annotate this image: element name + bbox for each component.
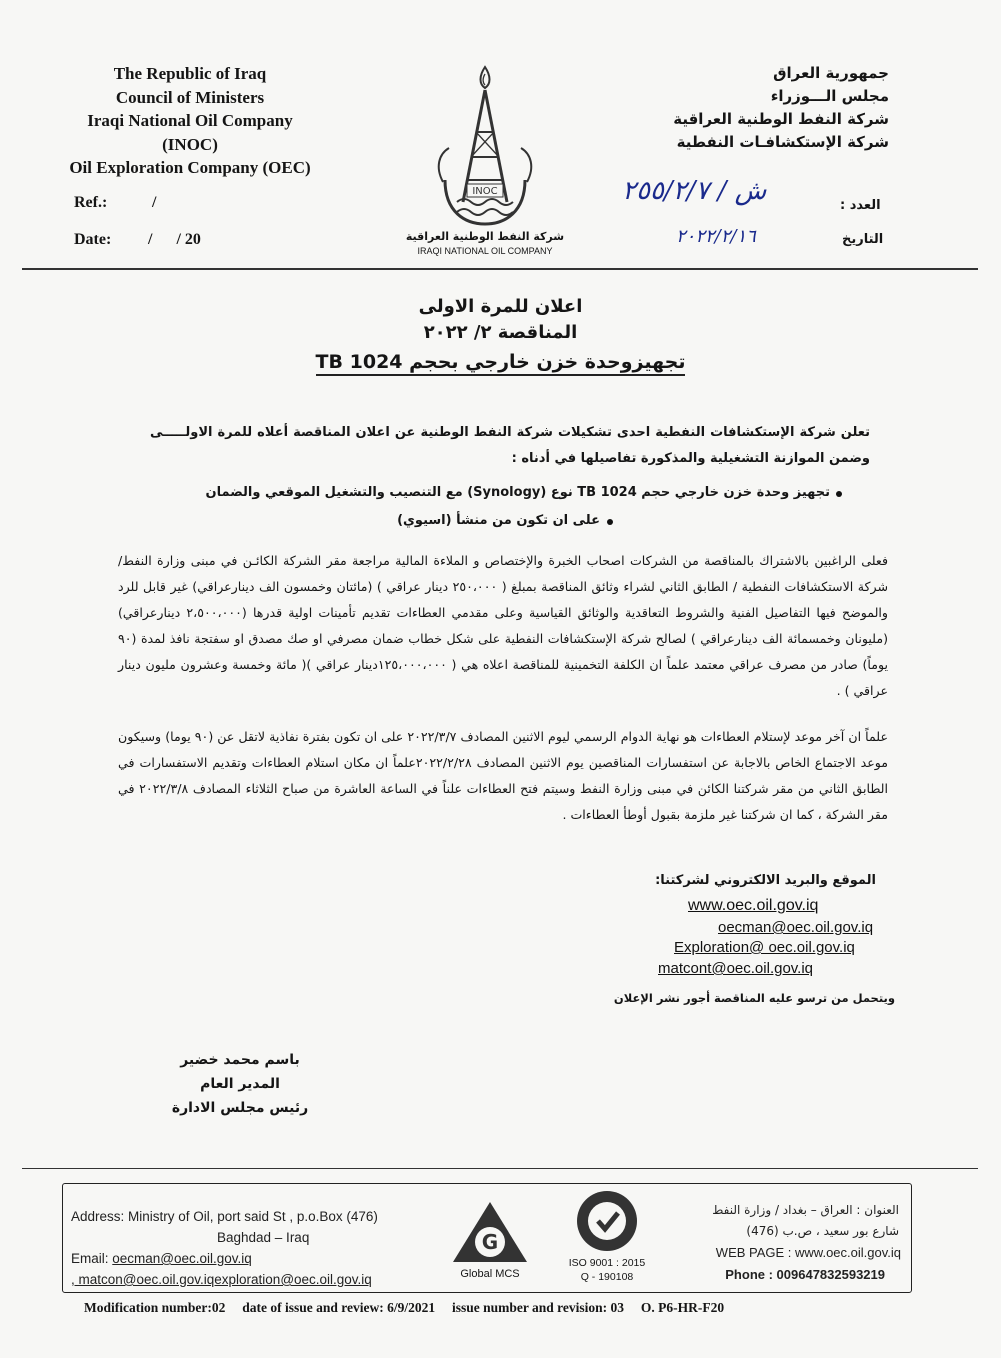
bullet-dot: [836, 491, 842, 497]
header-en-line: Iraqi National Oil Company: [87, 111, 293, 130]
announcement-title: اعلان للمرة الاولى: [418, 296, 583, 317]
website-link[interactable]: www.oec.oil.gov.iq: [688, 897, 819, 914]
signatory-title: المدير العام: [200, 1076, 280, 1092]
number-handwritten: ش / ٢٥٥/٢/٧: [622, 176, 767, 206]
iso-seal: [557, 1188, 657, 1290]
global-mcs-label: Global MCS: [460, 1268, 520, 1280]
footer-address-ar: العنوان : العراق – بغداد / وزارة النفط شارع بور سعيد ، ص.ب (476): [712, 1203, 899, 1238]
inoc-logo: [405, 62, 565, 262]
bullet-item: تجهيز وحدة خزن خارجي حجم 1024 TB نوع (Synology) مع التنصيب والتشغيل الموقعي والضمان: [205, 485, 830, 500]
signatory-title: رئيس مجلس الادارة: [171, 1100, 309, 1116]
footer-email-link[interactable]: oecman@oec.oil.gov.iq: [112, 1251, 252, 1266]
bullet-dot: [607, 519, 613, 525]
modification-line: Modification number:02 date of issue and review: 6/9/2021 issue number and revision: 03 O. P6-HR-F20: [84, 1300, 725, 1315]
ref-slash: /: [152, 194, 157, 211]
date-value: / / 20: [148, 231, 201, 248]
signature-block: [140, 1048, 340, 1120]
header-divider: [22, 268, 978, 270]
number-label: العدد :: [840, 198, 881, 213]
tender-subject: تجهيزوحدة خزن خارجي بحجم 1024 TB: [0, 351, 1001, 373]
header-ar-line: مجلس الـــوزراء: [770, 87, 889, 105]
signatory-name: باسم محمد خضير: [180, 1052, 300, 1068]
email-link[interactable]: matcont@oec.oil.gov.iq: [658, 960, 814, 977]
intro-paragraph: تعلن شركة الإستكشافات النفطية احدى تشكيلات شركة النفط الوطنية عن اعلان المناقصة أعلاه للمرة الاولـــــى وضمن الموازنة التشغيلية والمذكورة تفاصيلها في أدناه :: [150, 425, 870, 466]
quality-seal-icon: [557, 1188, 657, 1254]
footer-webpage[interactable]: WEB PAGE : www.oec.oil.gov.iq: [715, 1245, 901, 1260]
oil-derrick-icon: [405, 62, 565, 232]
ref-label: Ref.:: [74, 194, 108, 211]
date-label-ar: التاريخ: [842, 232, 884, 247]
footer-phone: Phone : 009647832593219: [725, 1267, 885, 1282]
tender-number: المناقصة ٢/ ٢٠٢٢: [423, 322, 578, 343]
date-label: Date:: [74, 231, 112, 248]
publishing-fee-note: ويتحمل من ترسو عليه المناقصة أجور نشر الإعلان: [613, 991, 895, 1005]
header-arabic: [569, 62, 889, 154]
date-handwritten: ٢٠٢٢/٢/١٦: [676, 226, 756, 247]
header-ar-line: شركة النفط الوطنية العراقية: [673, 110, 889, 128]
footer-box: [62, 1183, 912, 1293]
logo-caption-ar: شركة النفط الوطنية العراقية: [405, 230, 565, 243]
contacts-label: الموقع والبريد الالكتروني لشركتنا:: [655, 873, 876, 888]
footer-divider: [22, 1168, 978, 1169]
header-en-line: Oil Exploration Company (OEC): [69, 158, 311, 177]
paragraph-deadline: علماً ان آخر موعد لإستلام العطاءات هو نهاية الدوام الرسمي ليوم الاثنين المصادف ٢٠٢٢/٣/٧ على ان تكون بفترة نفاذية لاتقل عن (٩٠ يوما) وسيكون موعد الاجتماع الخاص بالاجابة عن استفسارات المناقصين يوم الاثنين المصادف ٢٠٢٢/٢/٢٨علماً ان مكان استلام العطاءات وتقديم الاستفسارات في الطابق الثاني من مقر شركتنا الكائن في مبنى وزارة النفط وسيتم فتح العطاءات علناً في الساعة العاشرة من صباح الثلاثاء المصادف ٢٠٢٢/٣/٨ في مقر الشركة ، كما ان شركتنا غير ملزمة بقبول أوطأ العطاءات .: [118, 729, 888, 822]
paragraph-participation: فعلى الراغبين بالاشتراك بالمناقصة من الشركات اصحاب الخبرة والإختصاص و الملاءة المالية مراجعة مقر الشركة الكائـن في مبنى وزارة النفط/ شركة الاستكشافات النفطية / الطابق الثاني لشراء وثائق المناقصة بمبلغ ( ٢٥٠،٠٠٠ دينار عراقي ) (مائتان وخمسون الف دينارعراقي) غير قابل للرد والموضح فيها التفاصيل الفنية والشروط التعاقدية والوثائق القياسية وعلى مقدمي العطاءات تقديم تأمينات اولية قدرها (٢،٥٠٠،٠٠٠ دينارعراقي) (مليونان وخمسمائة الف دينارعراقي ) لصالح شركة الإستكشافات النفطية على شكل خطاب ضمان مصرفي او صك مصدق او سفتجة نافذ لمدة (٩٠ يوماً) صادر من مصرف عراقي معتمد علماً ان الكلفة التخمينية للمناقصة اعلاه هي ( ١٢٥،٠٠٠،٠٠٠دينار عراقي )( مائة وخمسة وعشرون مليون دينار عراقي ) .: [118, 553, 888, 698]
svg-text:INOC: INOC: [472, 186, 498, 197]
email-link[interactable]: oecman@oec.oil.gov.iq: [718, 919, 874, 936]
email-link[interactable]: Exploration@ oec.oil.gov.iq: [674, 939, 855, 956]
header-ar-line: جمهورية العراق: [773, 64, 889, 82]
header-ar-line: شركة الإستكشافـات النفطية: [676, 133, 889, 151]
globe-triangle-icon: [449, 1198, 531, 1268]
global-mcs-logo: [449, 1198, 531, 1284]
header-en-line: The Republic of Iraq: [113, 64, 267, 83]
svg-text:G: G: [481, 1230, 499, 1254]
logo-caption-en: IRAQI NATIONAL OIL COMPANY: [417, 246, 553, 256]
footer-address-en: Address: Ministry of Oil, port said St , p.o.Box (476) Baghdad – Iraq Email: oecman@oec.oil.gov.iq , matcon@oec.oil.gov.iqexploration@oec.oil.gov.iq: [71, 1206, 431, 1290]
header-en-line: Council of Ministers: [115, 87, 265, 107]
bullet-item: على ان تكون من منشأ (اسيوي): [397, 513, 600, 528]
header-en-line: (INOC): [162, 134, 218, 154]
header-english: [40, 62, 340, 180]
iso-text: ISO 9001 : 2015 Q - 190108: [568, 1257, 646, 1283]
footer-email-link[interactable]: , matcon@oec.oil.gov.iqexploration@oec.oil.gov.iq: [71, 1272, 372, 1287]
